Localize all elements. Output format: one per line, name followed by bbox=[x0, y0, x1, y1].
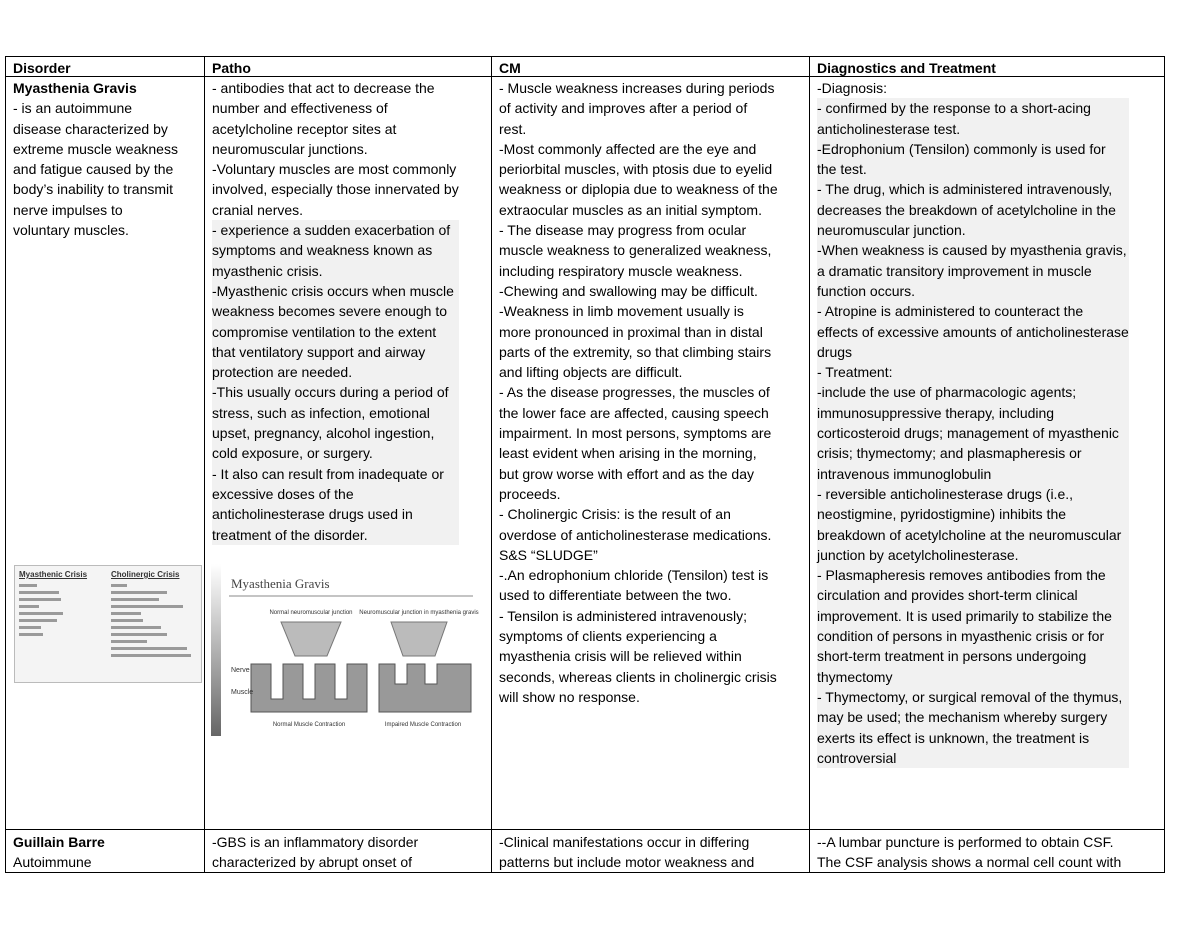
myasthenia-gravis-diagram bbox=[211, 564, 481, 736]
header-patho: Patho bbox=[212, 60, 251, 76]
figure-myasthenic-crisis-title: Myasthenic Crisis bbox=[19, 570, 88, 579]
diagram-left-caption: Normal neuromuscular junction bbox=[269, 610, 353, 616]
dx-cell-guillain: --A lumbar puncture is performed to obtain CSF. The CSF analysis shows a normal cell count with bbox=[817, 834, 1122, 871]
header-cm: CM bbox=[499, 60, 521, 76]
patho-cell-myasthenia: - antibodies that act to decrease the number and effectiveness of acetylcholine receptor sites at neuromuscular junctions. -Voluntary muscles are most commonly involved, especially those innervated by cranial nerves. - experience a sudden exacerbation of symptoms and weakness known as myasthenic crisis. -Myasthenic crisis occurs when muscle weakness becomes severe enough to compromise ventilation to the extent that ventilatory support and airway protection are needed. -This usually occurs during a period of stress, such as infection, emotional upset, pregnancy, alcohol ingestion, cold exposure, or surgery. - It also can result from inadequate or excessive doses of the anticholinesterase drugs used in treatment of the disorder. bbox=[212, 78, 459, 545]
header-diagnostics: Diagnostics and Treatment bbox=[817, 60, 996, 76]
disorder-title-guillain: Guillain Barre bbox=[13, 834, 105, 850]
diagram-right-caption: Neuromuscular junction in myasthenia gravis bbox=[359, 610, 479, 616]
diagram-left-footer: Normal Muscle Contraction bbox=[272, 722, 346, 728]
row-divider bbox=[6, 829, 1164, 830]
diagram-nerve-label: Nerve bbox=[231, 667, 250, 674]
column-divider bbox=[809, 57, 810, 872]
diagram-right-footer: Impaired Muscle Contraction bbox=[384, 722, 462, 728]
crisis-comparison-figure bbox=[14, 565, 202, 683]
disorder-title: Myasthenia Gravis bbox=[13, 80, 137, 96]
disorder-table bbox=[5, 56, 1165, 873]
cm-cell-myasthenia: - Muscle weakness increases during periods of activity and improves after a period of rest. -Most commonly affected are the eye and periorbital muscles, with ptosis due to eyelid weakness or diplopia due to weakness of the extraocular muscles as an initial symptom. - The disease may progress from ocular muscle weakness to generalized weakness, including respiratory muscle weakness. -Chewing and swallowing may be difficult. -Weakness in limb movement usually is more pronounced in proximal than in distal parts of the extremity, so that climbing stairs and lifting objects are difficult. - As the disease progresses, the muscles of the lower face are affected, causing speech impairment. In most persons, symptoms are least evident when arising in the morning, but grow worse with effort and as the day proceeds. - Cholinergic Crisis: is the result of an overdose of anticholinesterase medications. S&S “SLUDGE” -.An edrophonium chloride (Tensilon) test is used to differentiate between the two. - Tensilon is administered intravenously; symptoms of clients experiencing a myasthenia crisis will be relieved within seconds, whereas clients in cholinergic crisis will show no response. bbox=[499, 80, 778, 705]
disorder-cell-myasthenia: Myasthenia Gravis - is an autoimmune disease characterized by extreme muscle weakness and fatigue caused by the body’s inability to transmit nerve impulses to voluntary muscles. bbox=[13, 80, 178, 239]
header-disorder: Disorder bbox=[13, 60, 71, 76]
patho-cell-guillain: -GBS is an inflammatory disorder characterized by abrupt onset of bbox=[212, 834, 419, 871]
cm-cell-guillain: -Clinical manifestations occur in differing patterns but include motor weakness and bbox=[499, 834, 755, 871]
diagram-muscle-label: Muscle bbox=[231, 689, 254, 696]
figure-illegible-rows bbox=[15, 566, 201, 682]
dx-cell-myasthenia: -Diagnosis: - confirmed by the response to a short-acing anticholinesterase test. -Edrophonium (Tensilon) commonly is used for the test. - The drug, which is administered intravenously, decreases the breakdown of acetylcholine in the neuromuscular junction. -When weakness is caused by myasthenia gravis, a dramatic transitory improvement in muscle function occurs. - Atropine is administered to counteract the effects of excessive amounts of anticholinesterase drugs - Treatment: -include the use of pharmacologic agents; immunosuppressive therapy, including corticosteroid drugs; management of myasthenic crisis; thymectomy; and plasmapheresis or intravenous immunoglobulin - reversible anticholinesterase drugs (i.e., neostigmine, pyridostigmine) inhibits the breakdown of acetylcholine at the neuromuscular junction by acetylcholinesterase. - Plasmapheresis removes antibodies from the circulation and provides short-term clinical improvement. It is used primarily to stabilize the condition of persons in myasthenic crisis or for short-term treatment in persons undergoing thymectomy - Thymectomy, or surgical removal of the thymus, may be used; the mechanism whereby surgery exerts its effect is unknown, the treatment is controversial bbox=[817, 78, 1129, 768]
diagram-title: Myasthenia Gravis bbox=[231, 576, 330, 591]
disorder-cell-guillain: Guillain Barre Autoimmune bbox=[13, 834, 105, 871]
figure-cholinergic-crisis-title: Cholinergic Crisis bbox=[111, 570, 180, 579]
column-divider bbox=[204, 57, 205, 872]
column-divider bbox=[491, 57, 492, 872]
neuromuscular-junction-illustration bbox=[211, 564, 481, 736]
